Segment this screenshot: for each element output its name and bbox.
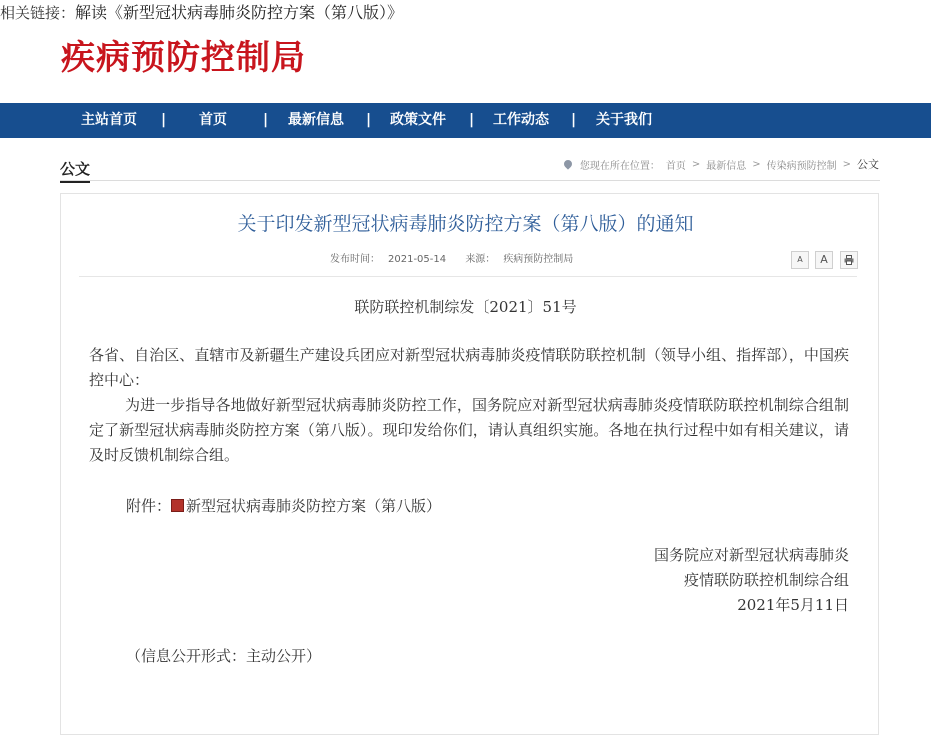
print-button[interactable] (840, 251, 858, 269)
section-title: 公文 (60, 158, 90, 183)
breadcrumb-prefix: 您现在所在位置： (579, 160, 660, 172)
source-label: 来源： (465, 254, 496, 265)
article-title: 关于印发新型冠状病毒肺炎防控方案（第八版）的通知 (237, 213, 694, 235)
print-icon (844, 255, 854, 265)
related-links (0, 0, 931, 23)
disclosure-note: （信息公开形式：主动公开） (126, 647, 322, 665)
nav-separator: | (263, 112, 269, 128)
nav-separator: | (161, 112, 167, 128)
signature-date: 2021年5月11日 (737, 596, 849, 614)
article-meta (330, 250, 589, 265)
breadcrumb-item-latest[interactable]: 最新信息 (706, 160, 747, 172)
nav-item-about[interactable]: 关于我们 (596, 112, 652, 128)
source-name: 疾病预防控制局 (503, 254, 574, 265)
nav-item-home[interactable]: 首页 (199, 112, 227, 128)
publish-label: 发布时间： (330, 254, 380, 265)
article-body: 为进一步指导各地做好新型冠状病毒肺炎防控工作，国务院应对新型冠状病毒肺炎疫情联防联控机制综合组制定了新型冠状病毒肺炎防控方案（第八版）。现印发给你们，请认真组织实施。各地在执行过程中如有相关建议，请及时反馈机制综合组。 (89, 396, 849, 464)
main-nav (0, 103, 931, 138)
pdf-file-icon (171, 499, 184, 512)
breadcrumb-separator: > (842, 158, 851, 170)
signature-block (654, 543, 849, 618)
nav-separator: | (469, 112, 475, 128)
attachment (126, 495, 441, 516)
font-larger-icon: A (820, 253, 828, 266)
breadcrumb-separator: > (691, 158, 701, 170)
attachment-label: 附件： (126, 497, 172, 515)
font-smaller-icon: A (797, 255, 803, 264)
nav-separator: | (571, 112, 577, 128)
nav-item-policy[interactable]: 政策文件 (390, 112, 446, 128)
breadcrumb-item-disease-control[interactable]: 传染病预防控制 (766, 160, 837, 172)
nav-item-work[interactable]: 工作动态 (493, 112, 549, 128)
breadcrumb-item-current[interactable]: 公文 (857, 158, 879, 171)
breadcrumb (564, 156, 879, 172)
location-pin-icon (562, 158, 573, 169)
breadcrumb-item-home[interactable]: 首页 (665, 160, 686, 172)
nav-item-latest[interactable]: 最新信息 (288, 112, 344, 128)
font-smaller-button[interactable] (791, 251, 809, 269)
nav-item-main-home[interactable]: 主站首页 (81, 112, 137, 128)
attachment-link[interactable]: 新型冠状病毒肺炎防控方案（第八版） (186, 497, 442, 515)
breadcrumb-separator: > (752, 158, 761, 170)
related-link[interactable]: 解读《新型冠状病毒肺炎防控方案（第八版）》 (75, 3, 404, 22)
divider (60, 180, 880, 181)
publish-date: 2021-05-14 (388, 254, 447, 265)
divider (79, 276, 857, 277)
addressee: 各省、自治区、直辖市及新疆生产建设兵团应对新型冠状病毒肺炎疫情联防联控机制（领导小组、指挥部），中国疾控中心： (89, 346, 849, 389)
nav-separator: | (366, 112, 372, 128)
related-label: 相关链接： (0, 4, 76, 22)
document-number: 联防联控机制综发〔2021〕51号 (354, 298, 577, 316)
signature-line: 国务院应对新型冠状病毒肺炎 (653, 546, 849, 564)
signature-line: 疫情联防联控机制综合组 (683, 571, 849, 589)
font-larger-button[interactable] (815, 251, 833, 269)
site-logo[interactable]: 疾病预防控制局 (61, 38, 306, 78)
